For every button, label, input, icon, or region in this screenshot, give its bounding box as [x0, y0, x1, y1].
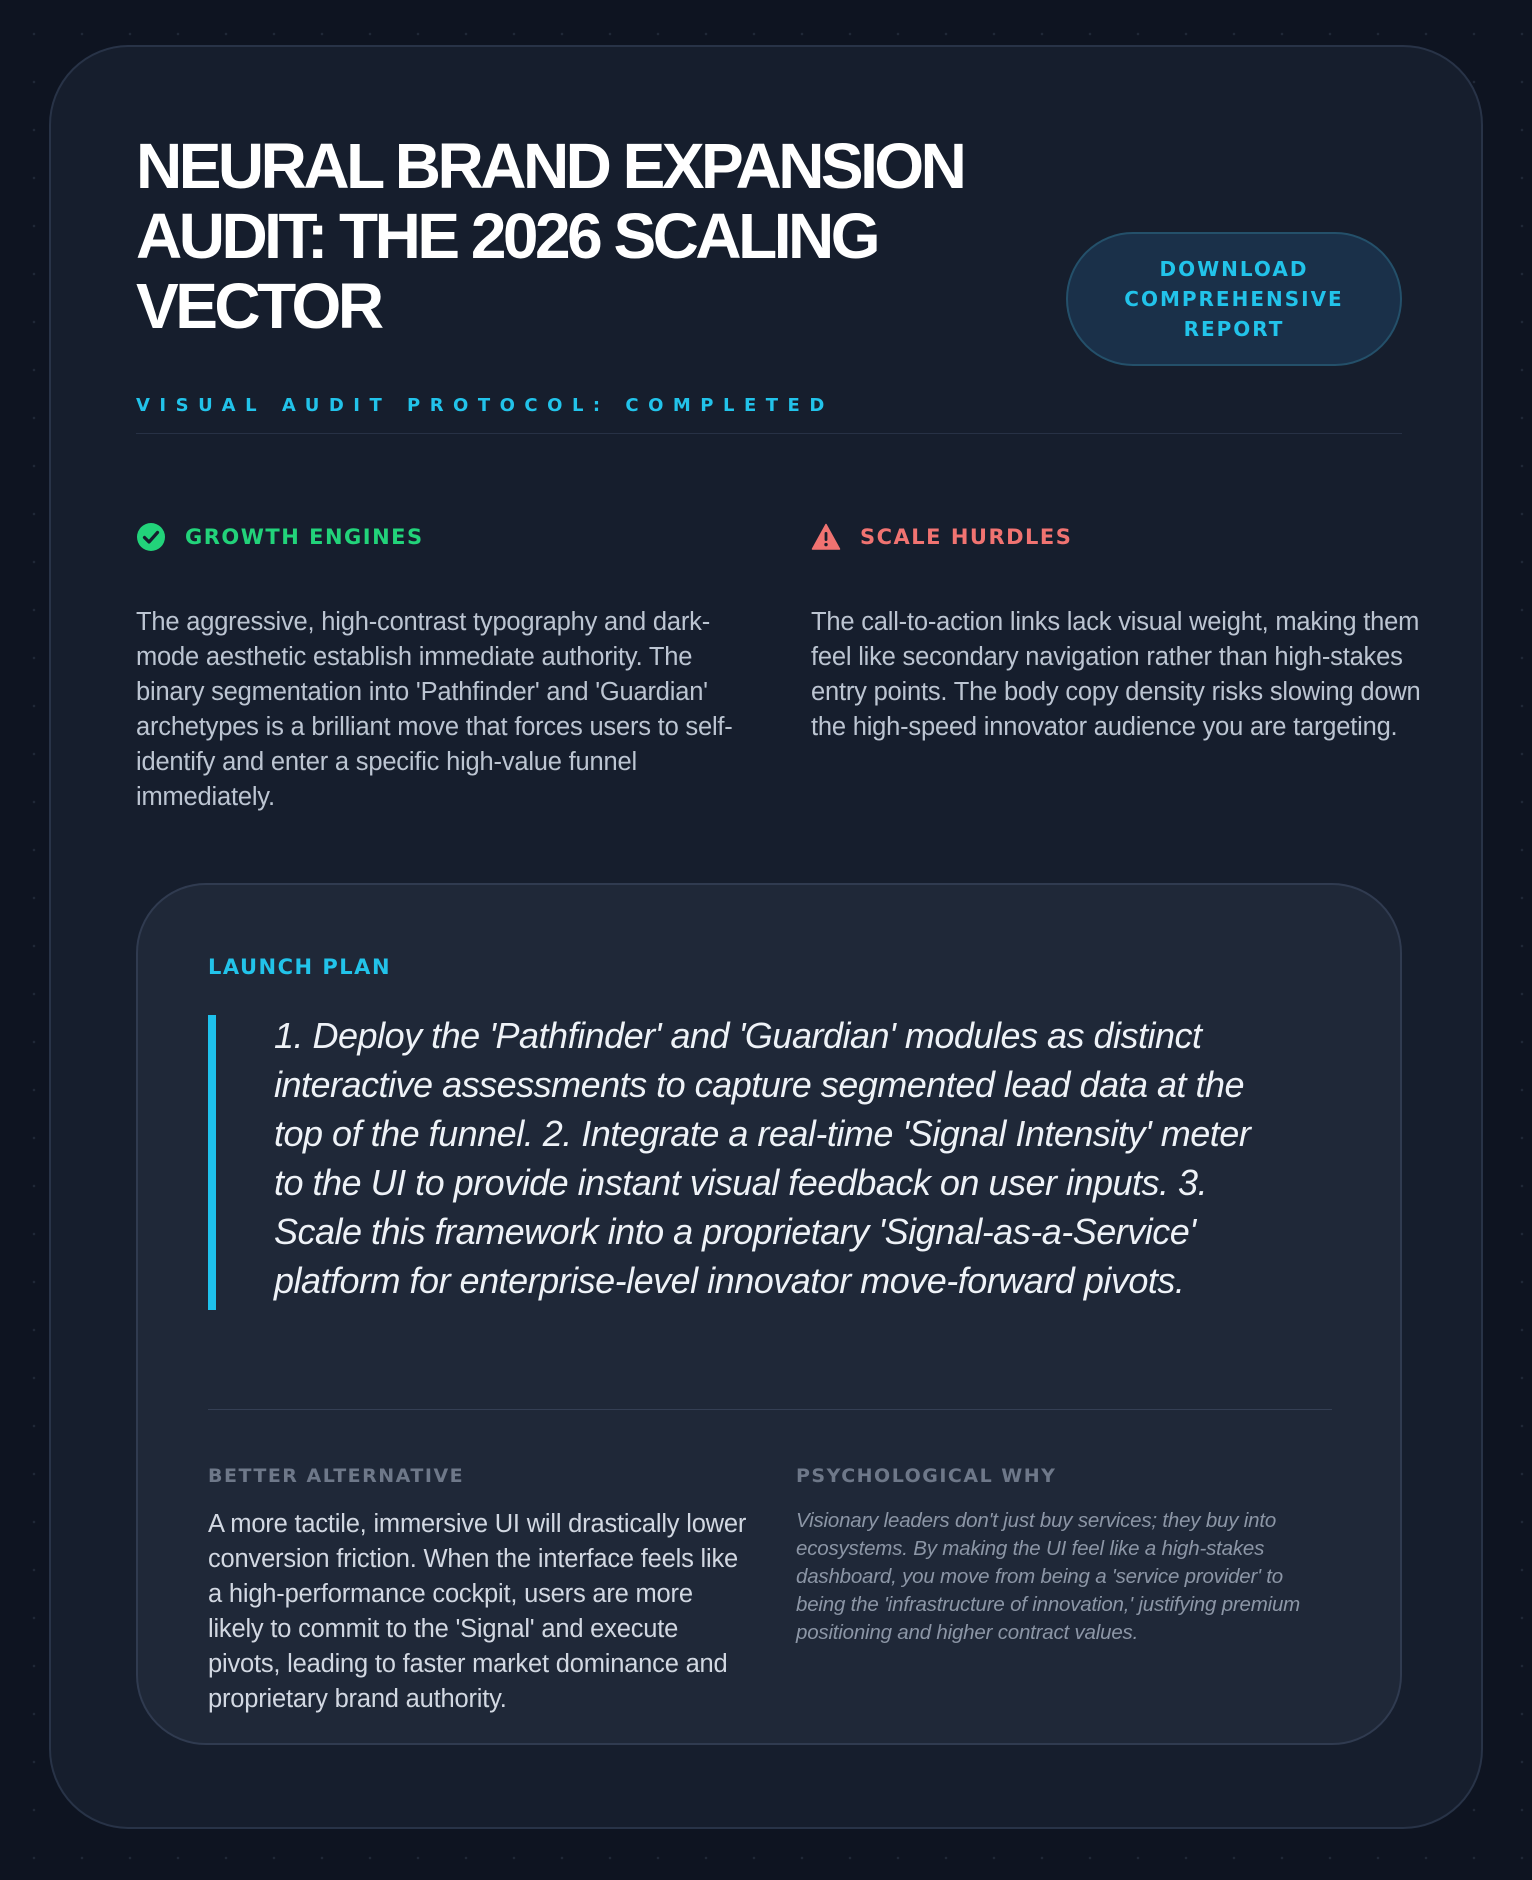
better-alternative-text: A more tactile, immersive UI will drastically lower conversion friction. When the interface feels like a high-performance cockpit, users are more likely to commit to the 'Signal' and execute pivots, leading to faster market dominance and proprietary brand authority.	[208, 1510, 747, 1713]
check-circle-icon	[136, 522, 166, 552]
page-subtitle: VISUAL AUDIT PROTOCOL: COMPLETED	[136, 395, 834, 416]
header-divider	[136, 433, 1402, 434]
plan-divider	[208, 1409, 1332, 1410]
psychological-why-label: PSYCHOLOGICAL WHY	[796, 1465, 1057, 1487]
launch-plan-quote	[208, 1015, 1288, 1310]
launch-plan-text: 1. Deploy the 'Pathfinder' and 'Guardian' modules as distinct interactive assessments to capture segmented lead data at the top of the funnel. 2. Integrate a real-time 'Signal Intensity' meter to the UI to provide instant visual feedback on user inputs. 3. Scale this framework into a proprietary 'Signal-as-a-Service' platform for enterprise-level innovator move-forward pivots.	[274, 1015, 1251, 1301]
audit-card	[49, 45, 1483, 1829]
warning-triangle-icon	[811, 522, 841, 552]
growth-engines-label: GROWTH ENGINES	[185, 525, 424, 549]
growth-engines-section	[136, 517, 736, 815]
growth-engines-text: The aggressive, high-contrast typography and dark-mode aesthetic establish immediate authority. The binary segmentation into 'Pathfinder' and 'Guardian' archetypes is a brilliant move that forces users to self-identify and enter a specific high-value funnel immediately.	[136, 608, 733, 811]
scale-hurdles-text: The call-to-action links lack visual weight, making them feel like secondary navigation rather than high-stakes entry points. The body copy density risks slowing down the high-speed innovator audience you are targeting.	[811, 608, 1421, 741]
download-report-button[interactable]: DOWNLOAD COMPREHENSIVE REPORT	[1066, 232, 1402, 366]
page-title: NEURAL BRAND EXPANSION AUDIT: THE 2026 SCALING VECTOR	[136, 130, 964, 342]
scale-hurdles-label: SCALE HURDLES	[860, 525, 1073, 549]
launch-plan-label: LAUNCH PLAN	[208, 955, 392, 979]
better-alternative-label: BETTER ALTERNATIVE	[208, 1465, 465, 1487]
better-alternative-section	[208, 1465, 748, 1717]
launch-plan-panel	[136, 883, 1402, 1745]
scale-hurdles-section	[811, 517, 1441, 745]
audit-header	[136, 131, 1402, 431]
psychological-why-text: Visionary leaders don't just buy services; they buy into ecosystems. By making the UI feel like a high-stakes dashboard, you move from being a 'service provider' to being the 'infrastructure of innovation,' justifying premium positioning and higher contract values.	[796, 1509, 1301, 1644]
psychological-why-section	[796, 1465, 1336, 1647]
